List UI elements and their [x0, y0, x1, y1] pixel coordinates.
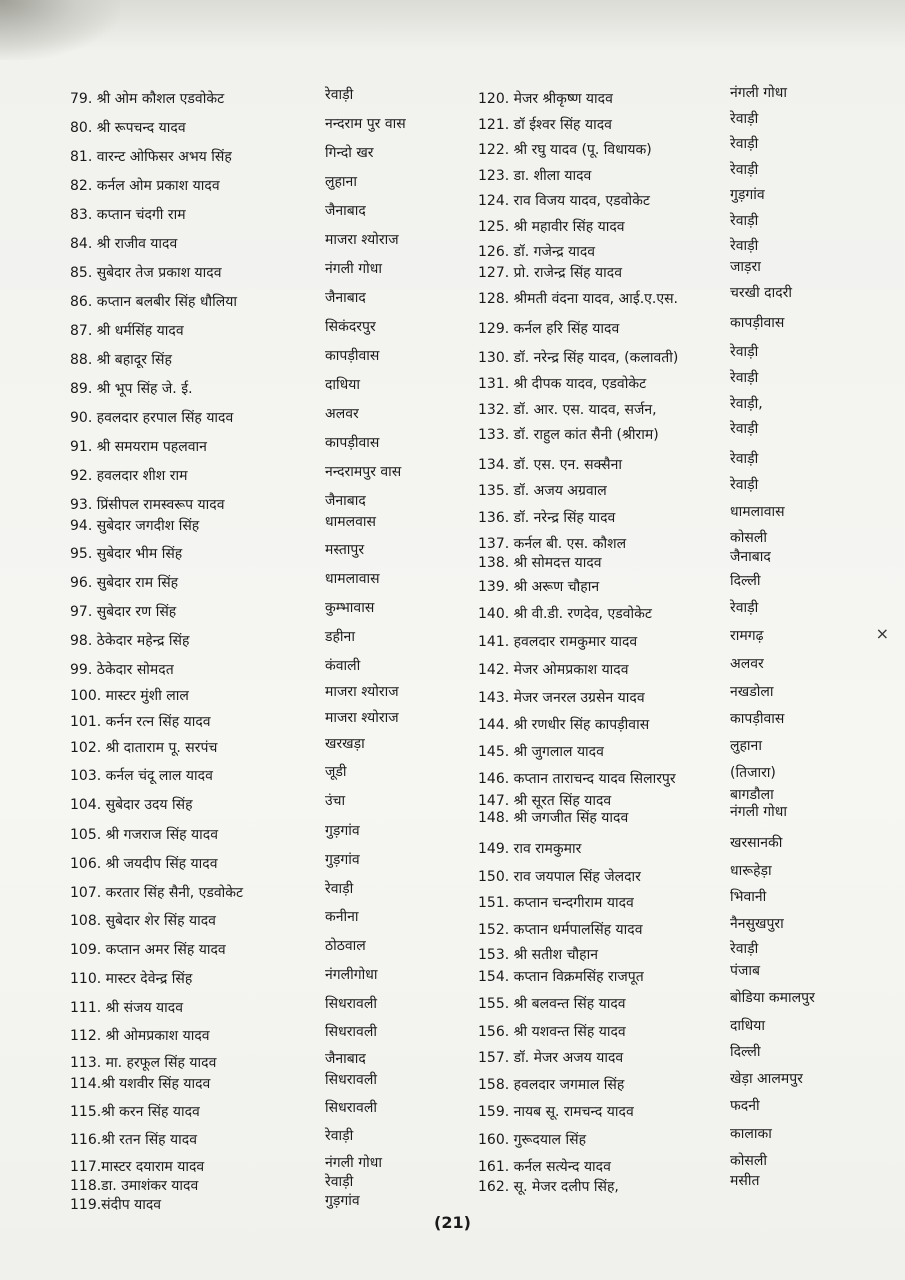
list-item [478, 629, 898, 655]
entry-place: कुम्भावास [325, 600, 375, 616]
entry-place: रेवाड़ी [730, 451, 759, 467]
entry-name: 79. श्री ओम कौशल एडवोकेट [70, 91, 225, 107]
entry-name: 119.संदीप यादव [70, 1197, 162, 1213]
list-item [70, 966, 450, 992]
list-item [70, 995, 450, 1021]
entry-place: कनीना [325, 909, 359, 925]
entry-place: (तिजारा) [730, 765, 776, 781]
entry-place: धामलवास [325, 514, 376, 530]
entry-place: गिन्दो खर [325, 145, 374, 161]
entry-place: डहीना [325, 629, 355, 645]
list-item [70, 513, 450, 539]
entry-place: कापड़ीवास [325, 348, 380, 364]
list-item [70, 541, 450, 567]
entry-name: 118.डा. उमाशंकर यादव [70, 1178, 199, 1194]
list-item [70, 1071, 450, 1097]
entry-place: रेवाड़ी [325, 87, 354, 103]
list-item [478, 478, 898, 504]
entry-place: कोसली [730, 530, 767, 546]
entry-name: 88. श्री बहादूर सिंह [70, 352, 172, 368]
entry-place: रेवाड़ी [730, 941, 759, 957]
entry-place: नैनसुखपुरा [730, 916, 784, 932]
list-item [478, 712, 898, 738]
entry-name: 151. कप्तान चन्दगीराम यादव [478, 895, 634, 911]
entry-place: नंगली गोधा [325, 1155, 382, 1171]
entry-name: 85. सुबेदार तेज प्रकाश यादव [70, 265, 222, 281]
list-item [70, 260, 450, 286]
entry-place: धामलावास [730, 504, 785, 520]
entry-name: 137. कर्नल बी. एस. कौशल [478, 536, 627, 552]
entry-name: 140. श्री वी.डी. रणदेव, एडवोकेट [478, 606, 652, 622]
entry-place: रेवाड़ी [730, 238, 759, 254]
entry-name: 94. सुबेदार जगदीश सिंह [70, 518, 200, 534]
list-item [70, 735, 450, 761]
list-item [478, 1072, 898, 1098]
entry-name: 106. श्री जयदीप सिंह यादव [70, 856, 218, 872]
page-corner-shadow [0, 0, 120, 60]
entry-place: माजरा श्योराज [325, 684, 399, 700]
entry-name: 109. कप्तान अमर सिंह यादव [70, 942, 226, 958]
entry-place: जाड़रा [730, 259, 761, 275]
entry-name: 133. डॉ. राहुल कांत सैनी (श्रीराम) [478, 427, 659, 443]
entry-place: खरसानकी [730, 835, 783, 851]
entry-name: 87. श्री धर्मसिंह यादव [70, 323, 184, 339]
entry-place: लुहाना [730, 738, 762, 754]
entry-name: 99. ठेकेदार सोमदत [70, 662, 174, 678]
entry-place: रेवाड़ी [730, 136, 759, 152]
entry-name: 112. श्री ओमप्रकाश यादव [70, 1028, 210, 1044]
entry-name: 160. गुरूदयाल सिंह [478, 1132, 587, 1148]
list-item [478, 890, 898, 916]
entry-name: 84. श्री राजीव यादव [70, 236, 178, 252]
list-item [478, 991, 898, 1017]
list-item [70, 822, 450, 848]
list-item [478, 345, 898, 371]
entry-name: 153. श्री सतीश चौहान [478, 947, 598, 963]
list-item [70, 231, 450, 257]
list-item [70, 763, 450, 789]
entry-place: जैनाबाद [325, 203, 366, 219]
list-item [478, 286, 898, 312]
list-item [478, 86, 898, 112]
entry-name: 90. हवलदार हरपाल सिंह यादव [70, 410, 234, 426]
entry-place: मसीत [730, 1173, 760, 1189]
entry-name: 152. कप्तान धर्मपालसिंह यादव [478, 922, 643, 938]
list-item [70, 115, 450, 141]
entry-place: गुड़गांव [730, 187, 765, 203]
entry-place: दाधिया [325, 377, 361, 393]
list-item [478, 1099, 898, 1125]
entry-name: 123. डा. शीला यादव [478, 168, 592, 184]
entry-name: 125. श्री महावीर सिंह यादव [478, 219, 625, 235]
entry-name: 134. डॉ. एस. एन. सक्सैना [478, 457, 623, 473]
entry-name: 155. श्री बलवन्त सिंह यादव [478, 996, 626, 1012]
entry-name: 95. सुबेदार भीम सिंह [70, 546, 183, 562]
list-item [70, 937, 450, 963]
list-item [70, 1099, 450, 1125]
entry-name: 161. कर्नल सत्येन्द यादव [478, 1159, 611, 1175]
entry-name: 154. कप्तान विक्रमसिंह राजपूत [478, 969, 644, 985]
list-item [70, 202, 450, 228]
entry-name: 128. श्रीमती वंदना यादव, आई.ए.एस. [478, 291, 678, 307]
list-item [70, 144, 450, 170]
entry-place: गुड़गांव [325, 823, 360, 839]
entry-place: सिधरावली [325, 1024, 377, 1040]
list-item [478, 137, 898, 163]
list-item [478, 188, 898, 214]
entry-place: अलवर [325, 406, 359, 422]
list-item [478, 1019, 898, 1045]
entry-name: 150. राव जयपाल सिंह जेलदार [478, 869, 641, 885]
list-item [70, 792, 450, 818]
entry-place: माजरा श्योराज [325, 232, 399, 248]
entry-name: 143. मेजर जनरल उग्रसेन यादव [478, 690, 645, 706]
entry-name: 104. सुबेदार उदय सिंह [70, 797, 193, 813]
list-item [478, 601, 898, 627]
entry-place: नखडोला [730, 684, 774, 700]
entry-name: 116.श्री रतन सिंह यादव [70, 1132, 198, 1148]
list-item [478, 316, 898, 342]
list-item [478, 505, 898, 531]
entry-place: मस्तापुर [325, 542, 365, 558]
list-item [70, 463, 450, 489]
entry-place: रेवाड़ी [730, 421, 759, 437]
list-item [478, 1174, 898, 1200]
entry-place: दिल्ली [730, 1044, 761, 1060]
entry-name: 145. श्री जुगलाल यादव [478, 744, 604, 760]
list-item [478, 964, 898, 990]
entry-name: 130. डॉ. नरेन्द्र सिंह यादव, (कलावती) [478, 350, 679, 366]
entry-place: कापड़ीवास [325, 435, 380, 451]
entry-place: दिल्ली [730, 573, 761, 589]
entry-name: 136. डॉ. नरेन्द्र सिंह यादव [478, 510, 616, 526]
list-item [478, 214, 898, 240]
list-item [70, 318, 450, 344]
entry-name: 98. ठेकेदार महेन्द्र सिंह [70, 633, 190, 649]
entry-place: धारूहेड़ा [730, 863, 772, 879]
entry-name: 92. हवलदार शीश राम [70, 468, 188, 484]
entry-name: 108. सुबेदार शेर सिंह यादव [70, 913, 216, 929]
list-item [70, 880, 450, 906]
entry-place: नन्दरामपुर वास [325, 464, 402, 480]
entry-name: 139. श्री अरूण चौहान [478, 579, 600, 595]
entry-place: रेवाड़ी [730, 344, 759, 360]
list-item [70, 1127, 450, 1153]
entry-place: रेवाड़ी [730, 213, 759, 229]
entry-name: 124. राव विजय यादव, एडवोकेट [478, 193, 650, 209]
entry-name: 105. श्री गजराज सिंह यादव [70, 827, 219, 843]
entry-place: रेवाड़ी [730, 370, 759, 386]
entry-name: 91. श्री समयराम पहलवान [70, 439, 207, 455]
entry-place: धामलावास [325, 571, 380, 587]
list-item [478, 1127, 898, 1153]
entry-name: 107. करतार सिंह सैनी, एडवोकेट [70, 885, 244, 901]
list-item [478, 739, 898, 765]
entry-place: लुहाना [325, 174, 357, 190]
entry-place: रेवाड़ी [730, 162, 759, 178]
entry-name: 156. श्री यशवन्त सिंह यादव [478, 1024, 626, 1040]
list-item [70, 86, 450, 112]
list-item [478, 452, 898, 478]
entry-place: चरखी दादरी [730, 285, 792, 301]
entry-name: 158. हवलदार जगमाल सिंह [478, 1077, 625, 1093]
entry-place: भिवानी [730, 889, 767, 905]
entry-place: नन्दराम पुर वास [325, 116, 406, 132]
entry-name: 147. श्री सूरत सिंह यादव [478, 793, 612, 809]
entry-place: नंगली गोधा [730, 804, 787, 820]
entry-place: कोसली [730, 1153, 767, 1169]
entry-place: जैनाबाद [325, 493, 366, 509]
entry-name: 149. राव रामकुमार [478, 841, 582, 857]
list-item [70, 434, 450, 460]
list-item [478, 864, 898, 890]
entry-name: 89. श्री भूप सिंह जे. ई. [70, 381, 193, 397]
entry-name: 159. नायब सू. रामचन्द यादव [478, 1104, 634, 1120]
list-item [70, 570, 450, 596]
entry-place: खेड़ा आलमपुर [730, 1071, 803, 1087]
entry-place: रेवाड़ी [325, 881, 354, 897]
list-item [478, 397, 898, 423]
entry-place: कालाका [730, 1126, 772, 1142]
entry-place: माजरा श्योराज [325, 710, 399, 726]
entry-name: 138. श्री सोमदत्त यादव [478, 555, 602, 571]
entry-name: 117.मास्टर दयाराम यादव [70, 1159, 205, 1175]
entry-place: अलवर [730, 656, 764, 672]
list-item [478, 805, 898, 831]
entry-place: सिधरावली [325, 1100, 377, 1116]
list-item [478, 260, 898, 286]
list-item [70, 405, 450, 431]
entry-place: जैनाबाद [325, 1051, 366, 1067]
entry-name: 126. डॉ. गजेन्द्र यादव [478, 244, 596, 260]
list-item [478, 657, 898, 683]
entry-name: 122. श्री रघु यादव (पू. विधायक) [478, 142, 652, 158]
entry-place: रेवाड़ी, [730, 396, 763, 412]
list-item [70, 347, 450, 373]
entry-name: 146. कप्तान ताराचन्द यादव सिलारपुर [478, 771, 676, 787]
entry-name: 103. कर्नल चंदू लाल यादव [70, 768, 213, 784]
entry-place: रेवाड़ी [730, 111, 759, 127]
entry-place: गुड़गांव [325, 1193, 360, 1209]
entry-place: रेवाड़ी [325, 1174, 354, 1190]
entry-place: जैनाबाद [325, 290, 366, 306]
entry-place: रेवाड़ी [325, 1128, 354, 1144]
entry-place: जूडी [325, 764, 347, 780]
list-item [70, 289, 450, 315]
entry-name: 132. डॉ. आर. एस. यादव, सर्जन, [478, 402, 657, 418]
list-item [478, 422, 898, 448]
page-number: (21) [434, 1213, 471, 1232]
list-item [70, 851, 450, 877]
entry-place: नंगली गोधा [730, 85, 787, 101]
entry-name: 96. सुबेदार राम सिंह [70, 575, 179, 591]
list-item [478, 836, 898, 862]
entry-place: ठोठवाल [325, 938, 366, 954]
entry-place: पंजाब [730, 963, 760, 979]
list-item [478, 163, 898, 189]
entry-place: नंगलीगोधा [325, 967, 378, 983]
list-item [478, 685, 898, 711]
entry-place: बोडिया कमालपुर [730, 990, 815, 1006]
entry-name: 114.श्री यशवीर सिंह यादव [70, 1076, 211, 1092]
entry-place: नंगली गोधा [325, 261, 382, 277]
entry-name: 157. डॉ. मेजर अजय यादव [478, 1050, 624, 1066]
entry-place: कापड़ीवास [730, 711, 785, 727]
list-item [478, 550, 898, 576]
entry-name: 97. सुबेदार रण सिंह [70, 604, 177, 620]
entry-name: 162. सू. मेजर दलीप सिंह, [478, 1179, 619, 1195]
entry-name: 121. डॉ ईश्वर सिंह यादव [478, 117, 612, 133]
entry-name: 81. वारन्ट ओफिसर अभय सिंह [70, 149, 232, 165]
entry-place: जैनाबाद [730, 549, 771, 565]
entry-name: 148. श्री जगजीत सिंह यादव [478, 810, 629, 826]
list-item [478, 574, 898, 600]
entry-name: 135. डॉ. अजय अग्रवाल [478, 483, 607, 499]
entry-place: कंवाली [325, 658, 361, 674]
entry-place: बागडौला [730, 787, 774, 803]
entry-place: गुड़गांव [325, 852, 360, 868]
entry-name: 83. कप्तान चंदगी राम [70, 207, 186, 223]
entry-place: फदनी [730, 1098, 760, 1114]
list-item [70, 173, 450, 199]
entry-name: 80. श्री रूपचन्द यादव [70, 120, 186, 136]
entry-name: 129. कर्नल हरि सिंह यादव [478, 321, 620, 337]
entry-name: 100. मास्टर मुंशी लाल [70, 688, 189, 704]
entry-place: कापड़ीवास [730, 315, 785, 331]
list-item [70, 628, 450, 654]
list-item [478, 1045, 898, 1071]
entry-place: सिधरावली [325, 996, 377, 1012]
entry-name: 127. प्रो. राजेन्द्र सिंह यादव [478, 265, 623, 281]
entry-name: 141. हवलदार रामकुमार यादव [478, 634, 638, 650]
entry-place: सिधरावली [325, 1072, 377, 1088]
entry-name: 110. मास्टर देवेन्द्र सिंह [70, 971, 193, 987]
entry-name: 131. श्री दीपक यादव, एडवोकेट [478, 376, 647, 392]
entry-name: 120. मेजर श्रीकृष्ण यादव [478, 91, 613, 107]
list-item [478, 371, 898, 397]
list-item [70, 1023, 450, 1049]
list-item [70, 908, 450, 934]
margin-mark: × [875, 624, 889, 643]
entry-name: 115.श्री करन सिंह यादव [70, 1104, 200, 1120]
entry-name: 86. कप्तान बलबीर सिंह धौलिया [70, 294, 237, 310]
entry-name: 82. कर्नल ओम प्रकाश यादव [70, 178, 220, 194]
entry-name: 102. श्री दाताराम पू. सरपंच [70, 740, 218, 756]
entry-name: 142. मेजर ओमप्रकाश यादव [478, 662, 629, 678]
list-item [70, 376, 450, 402]
list-item [478, 917, 898, 943]
list-item [478, 112, 898, 138]
list-item [70, 709, 450, 735]
entry-name: 111. श्री संजय यादव [70, 1000, 183, 1016]
entry-name: 144. श्री रणधीर सिंह कापड़ीवास [478, 717, 650, 733]
entry-name: 113. मा. हरफूल सिंह यादव [70, 1055, 217, 1071]
entry-place: रेवाड़ी [730, 477, 759, 493]
entry-place: उंचा [325, 793, 346, 809]
list-item [70, 599, 450, 625]
entry-name: 93. प्रिंसीपल रामस्वरूप यादव [70, 497, 225, 513]
entry-place: सिकंदरपुर [325, 319, 376, 335]
entry-place: रामगढ़ [730, 628, 764, 644]
entry-name: 101. कर्नन रत्न सिंह यादव [70, 714, 211, 730]
entry-place: रेवाड़ी [730, 600, 759, 616]
entry-place: दाधिया [730, 1018, 766, 1034]
entry-place: खरखड़ा [325, 736, 365, 752]
